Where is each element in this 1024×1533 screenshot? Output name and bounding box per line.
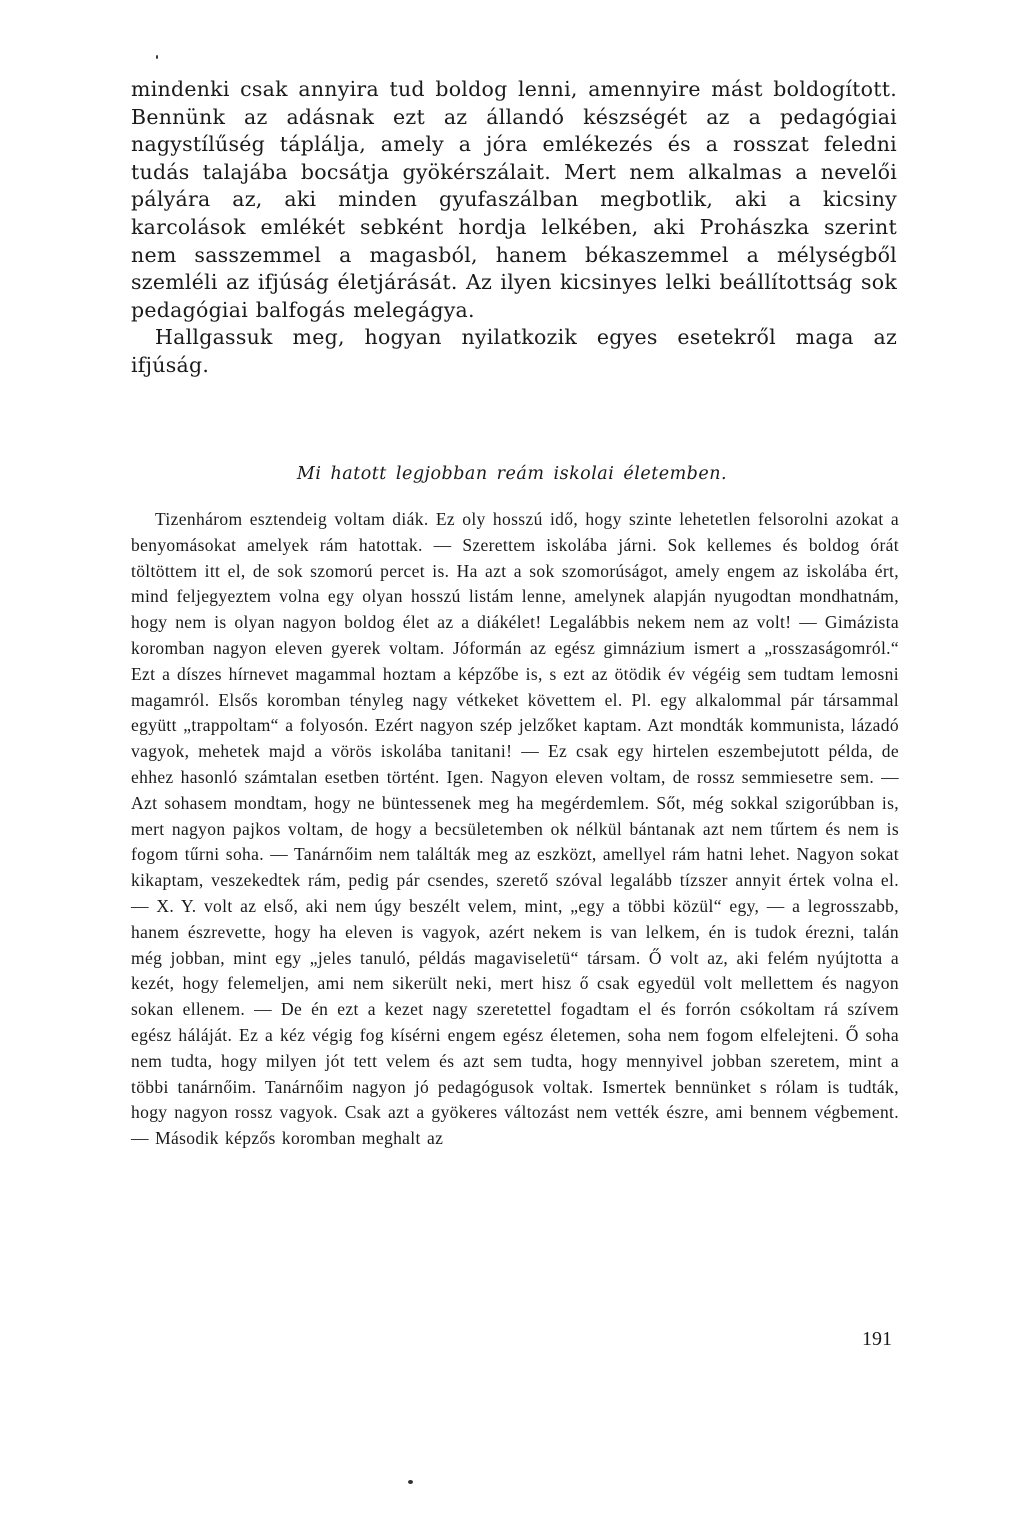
body-paragraph: Tizenhárom esztendeig voltam diák. Ez oly hosszú idő, hogy szinte lehetetlen felsorolni azokat a benyomásokat amelyek rám hatottak. — Szerettem iskolába járni. Sok kellemes és boldog órát töltöttem itt el, de sok szomorú percet is. Ha azt a sok szomorúságot, amely engem az iskolába ért, mind feljegyeztem volna egy olyan hosszú listám lenne, amelynek alapján nyugodtan mondhatnám, hogy nem is olyan nagyon boldog élet az a diákélet! Legalábbis nekem nem az volt! — Gimázista koromban nagyon eleven gyerek voltam. Jóformán az egész gimnázium ismert a „rosszaságomról.“ Ezt a díszes hírnevet magammal hoztam a képzőbe is, s ezt az ötödik év végéig sem tudtam lemosni magamról. Elsős koromban tényleg nagy vétkeket követtem el. Pl. egy alkalommal pár társammal együtt „trappoltam“ a folyosón. Ezért nagyon szép jelzőket kaptam. Azt mondták kommunista, lázadó vagyok, mehetek majd a vörös iskolába tanitani! — Ez csak egy hirtelen eszembejutott példa, de ehhez hasonló számtalan esetben történt. Igen. Nagyon eleven voltam, de rossz semmiesetre sem. — Azt sohasem mondtam, hogy ne büntessenek meg ha megérdemlem. Sőt, még sokkal szigorúbban is, mert nagyon pajkos voltam, de hogy a becsületemben ok nélkül bántanak azt nem tűrtem és nem is fogom tűrni soha. — Tanárnőim nem találták meg az eszközt, amellyel rám hatni lehet. Nagyon sokat kikaptam, veszekedtek rám, pedig pár csendes, szerető szóval legalább tízszer annyit értek volna el. — X. Y. volt az első, aki nem úgy beszélt velem, mint, „egy a többi közül“ egy, — a legrosszabb, hanem észrevette, hogy ha eleven is vagyok, azért nekem is van lelkem, én is tudok érezni, talán még jobban, mint egy „jeles tanuló, példás magaviseletü“ társam. Ő volt az, aki felém nyújtotta a kezét, hogy felemeljen, ami nem sikerült neki, mert hisz ő csak egyedül volt mellettem és nagyon sokan ellenem. — De én ezt a kezet nagy szeretettel fogadtam el és forrón csókoltam rá szívem egész háláját. Ez a kéz végig fog kísérni engem egész életemen, soha nem fogom elfelejteni. Ő soha nem tudta, hogy milyen jót tett velem és azt sem tudta, hogy mennyivel jobban szeretem, mint a többi tanárnőim. Tanárnőim nagyon jó pedagógusok voltak. Ismertek bennünket s rólam is tudták, hogy nagyon rossz vagyok. Csak azt a gyökeres változást nem vették észre, ami bennem végbement. — Második képzős koromban meghalt az [131,509,899,1149]
print-speck [156,55,158,59]
intro-text [131,76,897,380]
intro-paragraph: mindenki csak annyira tud boldog lenni, amennyire mást boldogított. Bennünk az adásnak ezt az állandó készségét az a pedagógiai nagystílűség táplálja, amely a jóra emlékezés és a rosszat feledni tudás talajába bocsátja gyökérszálait. Mert nem alkalmas a nevelői pályára az, aki minden gyufaszálban megbotlik, aki a kicsiny karcolások emlékét sebként hordja lelkében, aki Prohászka szerint nem sasszemmel a magasból, hanem békaszemmel a mélységből szemléli az ifjúság életjárását. Az ilyen kicsinyes lelki beállítottság sok pedagógiai balfogás melegágya. [131,77,897,322]
page-number: 191 [862,1328,892,1350]
body-text [131,507,899,1152]
intro-paragraph: Hallgassuk meg, hogyan nyilatkozik egyes esetekről maga az ifjúság. [131,325,897,377]
section-heading: Mi hatott legjobban reám iskolai életemben. [296,464,728,484]
print-speck [408,1480,413,1484]
